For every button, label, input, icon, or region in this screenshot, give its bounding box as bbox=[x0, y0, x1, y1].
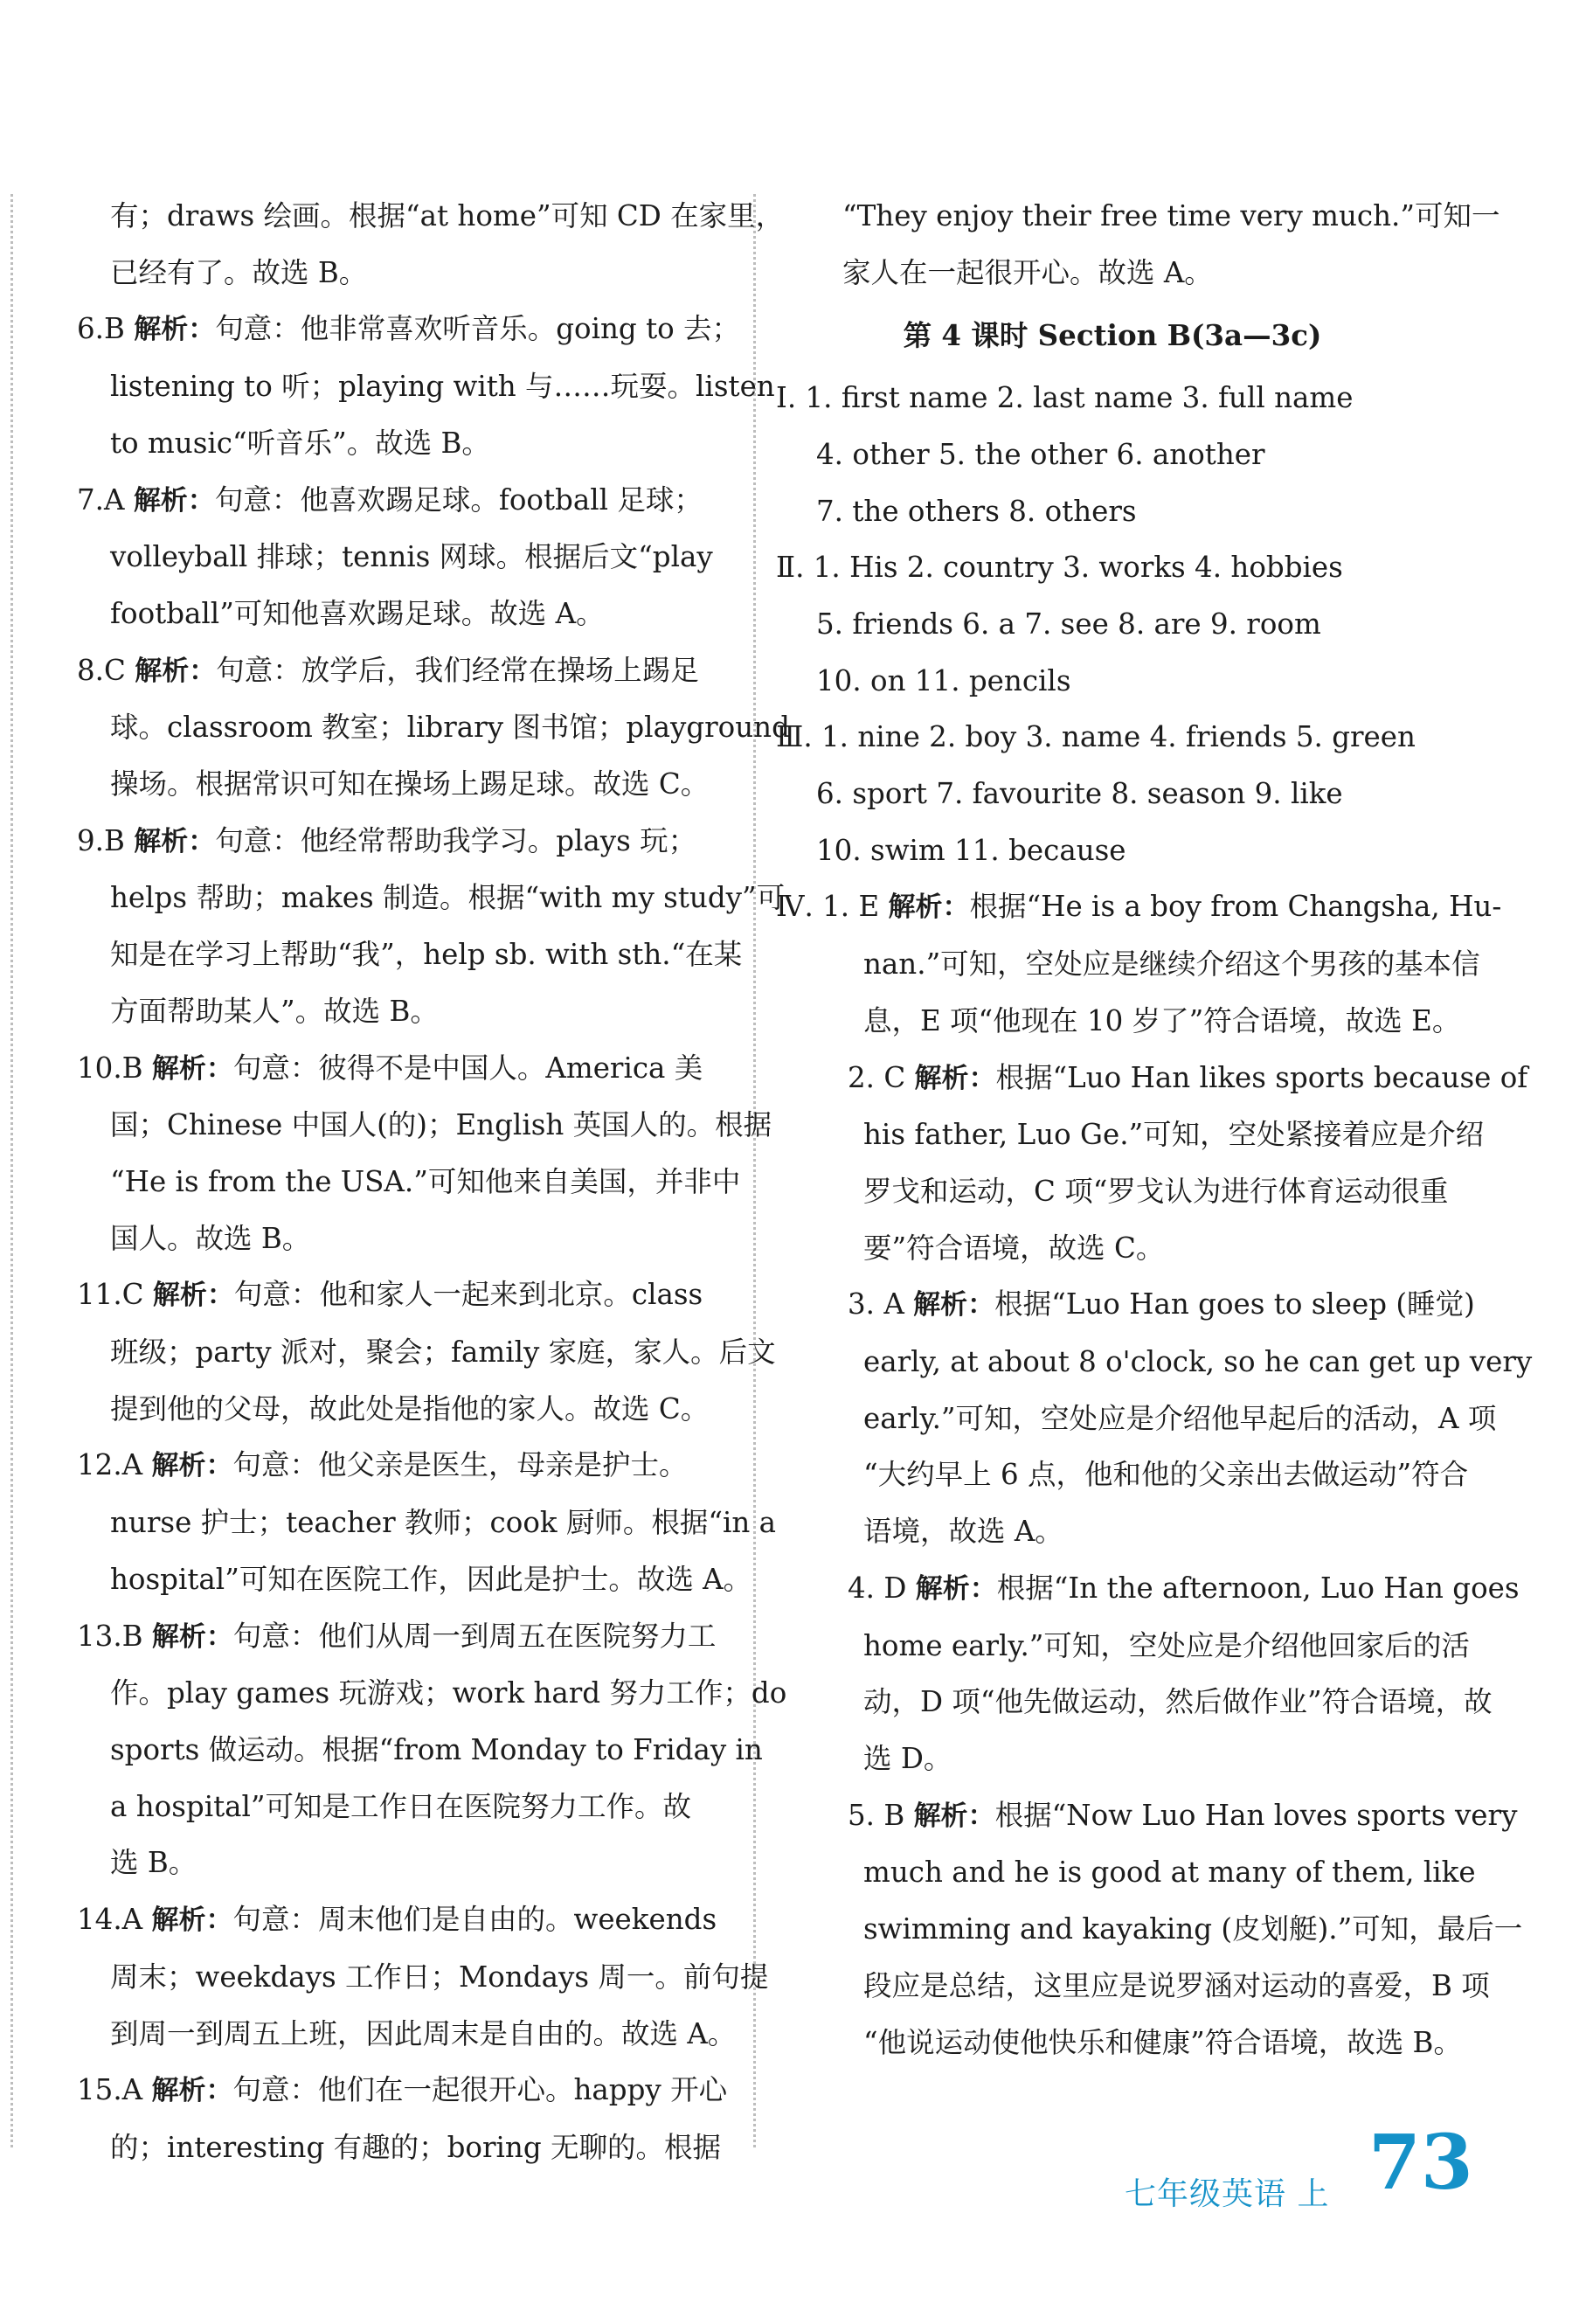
answer-line bbox=[77, 870, 786, 926]
line-text: 家人在一起很开心。故选 A。 bbox=[842, 255, 1213, 289]
line-text: much and he is good at many of them, like bbox=[863, 1856, 1476, 1890]
line-text: 到周一到周五上班，因此周末是自由的。故选 A。 bbox=[110, 2016, 737, 2050]
answer-line bbox=[776, 1844, 1475, 1901]
answer-line bbox=[776, 1391, 1497, 1447]
analysis-keyword: 解析： bbox=[151, 1620, 233, 1653]
line-text: Ⅲ. 1. nine 2. boy 3. name 4. friends 5. green bbox=[776, 720, 1416, 754]
answer-number: 13.B bbox=[77, 1619, 152, 1653]
line-text: 根据“In the afternoon, Luo Han goes bbox=[996, 1571, 1520, 1605]
analysis-keyword: 解析： bbox=[135, 655, 217, 687]
line-text: a hospital”可知是工作日在医院努力工作。故 bbox=[110, 1789, 692, 1823]
answer-line bbox=[77, 1097, 772, 1154]
answer-line bbox=[77, 1891, 741, 1949]
line-text: nurse 护士；teacher 教师；cook 厨师。根据“in a bbox=[110, 1506, 777, 1540]
answer-line bbox=[77, 1324, 776, 1381]
answer-line bbox=[77, 1495, 777, 1551]
answer-line bbox=[77, 1040, 741, 1098]
answer-line bbox=[776, 1107, 1485, 1163]
line-text: 句意：他父亲是医生，母亲是护士。 bbox=[232, 1448, 688, 1482]
line-text: 罗戈和运动，C 项“罗戈认为进行体育运动很重 bbox=[863, 1174, 1449, 1208]
line-text: 提到他的父母，故此处是指他的家人。故选 C。 bbox=[110, 1391, 710, 1426]
answer-line bbox=[776, 427, 1475, 483]
answer-line bbox=[776, 1787, 1518, 1845]
answer-line bbox=[776, 370, 1475, 427]
line-text: helps 帮助；makes 制造。根据“with my study”可 bbox=[110, 881, 786, 915]
answer-line bbox=[77, 1154, 741, 1211]
line-text: 语境，故选 A。 bbox=[863, 1515, 1063, 1549]
line-text: 动，D 项“他先做运动，然后做作业”符合语境，故 bbox=[863, 1685, 1493, 1719]
answer-number: 5. B bbox=[848, 1798, 914, 1832]
column-divider bbox=[753, 194, 756, 2147]
answer-line bbox=[776, 539, 1475, 596]
answer-line bbox=[776, 1674, 1493, 1731]
line-text: 句意：彼得不是中国人。America 美 bbox=[232, 1051, 703, 1085]
line-text: 方面帮助某人”。故选 B。 bbox=[110, 994, 439, 1028]
line-text: football”可知他喜欢踢足球。故选 A。 bbox=[110, 596, 605, 630]
line-text: nan.”可知，空处应是继续介绍这个男孩的基本信 bbox=[863, 947, 1480, 982]
answer-line bbox=[77, 415, 741, 472]
answer-line bbox=[776, 766, 1475, 822]
line-text: 有；draws 绘画。根据“at home”可知 CD 在家里， bbox=[110, 199, 785, 232]
answer-line bbox=[776, 483, 1475, 540]
line-text: sports 做运动。根据“from Monday to Friday in bbox=[110, 1732, 763, 1766]
answer-line bbox=[776, 1276, 1475, 1334]
line-text: home early.”可知，空处应是介绍他回家后的活 bbox=[863, 1628, 1470, 1662]
line-text: 周末；weekdays 工作日；Mondays 周一。前句提 bbox=[110, 1960, 769, 1994]
answer-line bbox=[77, 1779, 741, 1835]
line-text: 句意：他们从周一到周五在医院努力工 bbox=[232, 1619, 717, 1653]
answer-line bbox=[77, 1608, 741, 1666]
answer-line bbox=[776, 1901, 1523, 1958]
line-text: volleyball 排球；tennis 网球。根据后文“play bbox=[110, 540, 713, 574]
analysis-keyword: 解析： bbox=[151, 1052, 233, 1085]
answer-number: 3. A bbox=[848, 1287, 914, 1322]
answer-number: 6.B bbox=[77, 312, 135, 346]
line-text: 选 D。 bbox=[863, 1741, 952, 1775]
line-text: “He is from the USA.”可知他来自美国，并非中 bbox=[110, 1164, 741, 1198]
analysis-keyword: 解析： bbox=[134, 314, 216, 346]
answer-line bbox=[776, 188, 1500, 245]
answer-line bbox=[77, 1722, 763, 1779]
analysis-keyword: 解析： bbox=[151, 1450, 233, 1482]
answer-line bbox=[776, 1163, 1475, 1220]
answer-line bbox=[77, 1835, 741, 1891]
line-text: 句意：他喜欢踢足球。football 足球； bbox=[214, 482, 703, 517]
line-text: 句意：他经常帮助我学习。plays 玩； bbox=[215, 823, 697, 857]
analysis-keyword: 解析： bbox=[888, 891, 970, 924]
line-text: 已经有了。故选 B。 bbox=[110, 255, 368, 289]
line-text: 班级；party 派对，聚会；family 家庭，家人。后文 bbox=[110, 1335, 776, 1370]
answer-line bbox=[77, 1551, 752, 1608]
answer-line bbox=[77, 926, 741, 983]
line-text: 根据“Luo Han goes to sleep (睡觉) bbox=[994, 1287, 1475, 1322]
line-text: 选 B。 bbox=[110, 1846, 197, 1880]
answer-line bbox=[77, 1949, 769, 2006]
analysis-keyword: 解析： bbox=[913, 1800, 995, 1832]
line-text: 7. the others 8. others bbox=[816, 494, 1137, 528]
answer-number: 10.B bbox=[77, 1051, 152, 1085]
line-text: 国；Chinese 中国人(的)；English 英国人的。根据 bbox=[110, 1108, 772, 1142]
line-text: “大约早上 6 点，他和他的父亲出去做运动”符合 bbox=[863, 1458, 1469, 1492]
answer-number: 11.C bbox=[77, 1278, 153, 1312]
answer-line bbox=[77, 245, 741, 302]
line-text: 4. other 5. the other 6. another bbox=[816, 437, 1265, 471]
answer-number: 15.A bbox=[77, 2073, 152, 2107]
line-text: 知是在学习上帮助“我”，help sb. with sth.“在某 bbox=[110, 938, 743, 972]
answer-line bbox=[776, 878, 1502, 936]
line-text: 球。classroom 教室；library 图书馆；playground bbox=[110, 711, 790, 745]
line-text: 根据“He is a boy from Changsha, Hu- bbox=[969, 890, 1502, 924]
line-text: 句意：他非常喜欢听音乐。going to 去； bbox=[215, 312, 741, 346]
right-answer-column bbox=[776, 188, 1533, 2071]
answer-line bbox=[77, 586, 741, 642]
answer-line bbox=[77, 756, 741, 813]
answer-line bbox=[77, 529, 741, 586]
answer-line bbox=[776, 709, 1475, 766]
answer-line bbox=[77, 983, 741, 1040]
line-text: listening to 听；playing with 与……玩耍。listen bbox=[110, 370, 775, 404]
answer-line bbox=[776, 1560, 1520, 1618]
line-text: 句意：放学后，我们经常在操场上踢足 bbox=[216, 653, 699, 687]
answer-line bbox=[77, 2006, 741, 2063]
answer-line bbox=[77, 813, 741, 871]
answer-line bbox=[776, 596, 1475, 653]
line-text: 操场。根据常识可知在操场上踢足球。故选 C。 bbox=[110, 767, 710, 801]
answer-line bbox=[776, 936, 1480, 993]
answer-line bbox=[77, 1665, 787, 1722]
line-text: 段应是总结，这里应是说罗涵对运动的喜爱，B 项 bbox=[863, 1968, 1490, 2002]
analysis-keyword: 解析： bbox=[914, 1062, 996, 1094]
analysis-keyword: 解析： bbox=[151, 1904, 233, 1937]
answer-number: Ⅳ. 1. E bbox=[776, 890, 889, 924]
line-text: 根据“Now Luo Han loves sports very bbox=[994, 1798, 1518, 1832]
line-text: 句意：他和家人一起来到北京。class bbox=[233, 1278, 703, 1312]
answer-line bbox=[776, 1503, 1475, 1560]
answer-line bbox=[776, 1334, 1533, 1391]
analysis-keyword: 解析： bbox=[133, 484, 215, 517]
answer-number: 14.A bbox=[77, 1903, 152, 1937]
answer-number: 2. C bbox=[848, 1060, 915, 1094]
line-text: 6. sport 7. favourite 8. season 9. like bbox=[816, 777, 1343, 811]
analysis-keyword: 解析： bbox=[913, 1289, 995, 1322]
analysis-keyword: 解析： bbox=[151, 2075, 233, 2107]
answer-line bbox=[77, 2062, 741, 2119]
line-text: early.”可知，空处应是介绍他早起后的活动，A 项 bbox=[863, 1401, 1497, 1435]
line-text: 根据“Luo Han likes sports because of bbox=[995, 1060, 1528, 1094]
line-text: to music“听音乐”。故选 B。 bbox=[110, 426, 490, 460]
answer-line bbox=[77, 358, 775, 415]
answer-line bbox=[776, 1220, 1475, 1277]
answer-line bbox=[77, 301, 741, 358]
answer-line bbox=[776, 1446, 1475, 1503]
line-text: 作。play games 玩游戏；work hard 努力工作；do bbox=[110, 1676, 787, 1710]
answer-line bbox=[776, 245, 1475, 302]
line-text: swimming and kayaking (皮划艇).”可知，最后一 bbox=[863, 1912, 1523, 1946]
answer-line bbox=[77, 1266, 741, 1324]
answer-number: 9.B bbox=[77, 823, 135, 857]
line-text: 的；interesting 有趣的；boring 无聊的。根据 bbox=[110, 2130, 721, 2164]
line-text: “They enjoy their free time very much.”可知一 bbox=[842, 199, 1500, 232]
answer-line bbox=[776, 1731, 1475, 1787]
line-text: early, at about 8 o'clock, so he can get up very bbox=[863, 1345, 1533, 1379]
answer-number: 7.A bbox=[77, 482, 134, 517]
answer-line bbox=[776, 653, 1475, 710]
line-text: 息，E 项“他现在 10 岁了”符合语境，故选 E。 bbox=[863, 1003, 1461, 1037]
analysis-keyword: 解析： bbox=[134, 825, 216, 857]
left-answer-column bbox=[77, 188, 790, 2176]
line-text: “他说运动使他快乐和健康”符合语境，故选 B。 bbox=[863, 2025, 1462, 2059]
line-text: 10. on 11. pencils bbox=[816, 663, 1071, 697]
answer-line bbox=[776, 822, 1475, 879]
answer-line bbox=[776, 1958, 1490, 2015]
section-heading bbox=[776, 308, 1475, 364]
line-text: Ⅱ. 1. His 2. country 3. works 4. hobbies bbox=[776, 551, 1343, 585]
page-number: 73 bbox=[1368, 2119, 1473, 2207]
answer-line bbox=[77, 2119, 741, 2176]
line-text: 句意：周末他们是自由的。weekends bbox=[232, 1903, 717, 1937]
answer-number: 4. D bbox=[848, 1571, 916, 1605]
answer-line bbox=[776, 1618, 1475, 1675]
line-text: 国人。故选 B。 bbox=[110, 1221, 311, 1255]
left-margin-rule bbox=[10, 194, 13, 2147]
line-text: his father, Luo Ge.”可知，空处紧接着应是介绍 bbox=[863, 1118, 1485, 1152]
analysis-keyword: 解析： bbox=[152, 1280, 234, 1312]
line-text: 句意：他们在一起很开心。happy 开心 bbox=[232, 2073, 728, 2107]
line-text: 10. swim 11. because bbox=[816, 833, 1126, 867]
answer-line bbox=[77, 188, 785, 245]
answer-line bbox=[77, 1381, 741, 1438]
answer-line bbox=[776, 993, 1475, 1050]
answer-line bbox=[77, 472, 741, 530]
answer-line bbox=[77, 699, 790, 756]
answer-line bbox=[77, 1437, 741, 1495]
answer-line bbox=[776, 2015, 1475, 2071]
answer-line bbox=[77, 1211, 741, 1267]
answer-number: 12.A bbox=[77, 1448, 152, 1482]
line-text: 要”符合语境，故选 C。 bbox=[863, 1231, 1165, 1265]
line-text: 第 4 课时 Section B(3a—3c) bbox=[903, 318, 1322, 353]
grade-subject-label: 七年级英语 上 bbox=[1125, 2176, 1330, 2212]
answer-number: 8.C bbox=[77, 653, 135, 687]
line-text: Ⅰ. 1. first name 2. last name 3. full name bbox=[776, 381, 1354, 415]
line-text: 5. friends 6. a 7. see 8. are 9. room bbox=[816, 607, 1321, 641]
analysis-keyword: 解析： bbox=[915, 1572, 997, 1605]
line-text: hospital”可知在医院工作，因此是护士。故选 A。 bbox=[110, 1562, 752, 1596]
answer-line bbox=[77, 642, 741, 700]
answer-line bbox=[776, 1050, 1528, 1107]
